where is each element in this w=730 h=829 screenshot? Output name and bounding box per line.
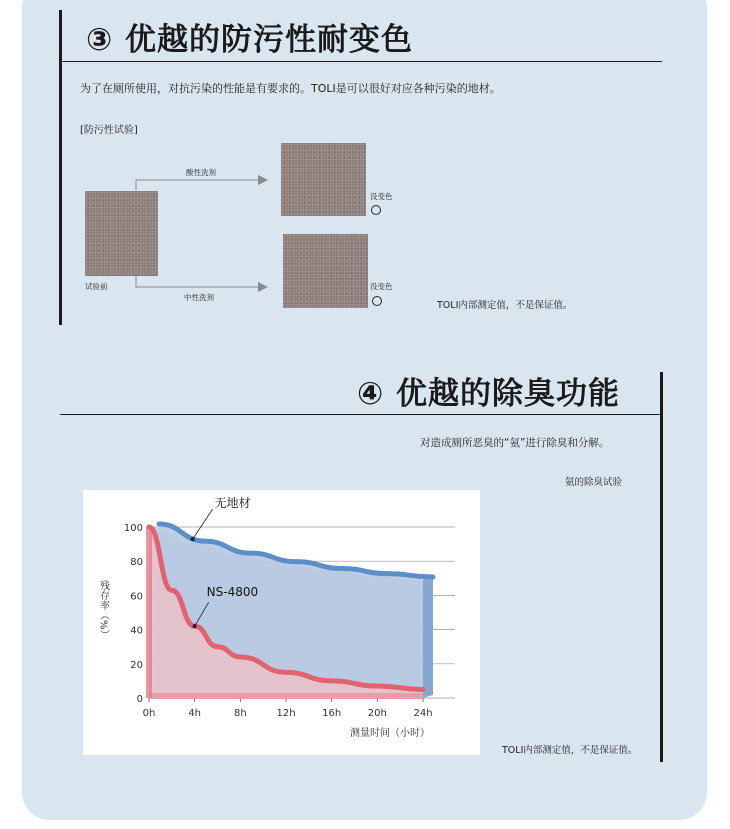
x-tick-label: 4h <box>188 708 202 719</box>
callout-dot <box>191 537 195 541</box>
x-tick-label: 0h <box>142 708 156 719</box>
sample-acid <box>281 143 366 216</box>
y-tick-label: 60 <box>130 591 143 603</box>
y-tick-label: 0 <box>136 694 143 705</box>
ammonia-test-label: 氨的除臭试验 <box>565 477 623 488</box>
chart-panel <box>83 490 480 755</box>
result-top-circle <box>371 205 381 215</box>
y-tick-label: 40 <box>130 625 143 637</box>
section4-right-bar <box>660 372 663 762</box>
section3-note: TOLI内部测定值，不是保证值。 <box>437 300 573 311</box>
x-axis-label: 测量时间（小时） <box>350 728 430 739</box>
ammonia-chart <box>83 490 480 755</box>
result-bottom-label: 没变色 <box>370 282 393 291</box>
legend-label: NS-4800 <box>206 585 259 600</box>
section4-title: ④ 优越的除臭功能 <box>357 376 621 412</box>
result-top-label: 没变色 <box>370 192 393 201</box>
before-label: 试验前 <box>85 282 108 291</box>
acid-label: 酸性洗剂 <box>186 168 216 177</box>
callout-line <box>193 509 213 539</box>
section3-left-bar <box>59 10 62 325</box>
section4-divider <box>60 414 660 415</box>
section3-title: ③ 优越的防污性耐变色 <box>86 22 414 58</box>
y-axis-label: 残存率（%） <box>97 580 109 640</box>
y-tick-label: 20 <box>130 659 143 671</box>
x-tick-label: 12h <box>276 708 296 719</box>
result-bottom-circle <box>372 296 382 306</box>
sample-neutral <box>283 234 368 308</box>
y-tick-label: 100 <box>123 523 143 534</box>
stain-test-label: [防污性试验] <box>80 125 138 136</box>
x-tick-label: 8h <box>233 708 247 719</box>
callout-dot <box>193 624 197 628</box>
section4-description: 对造成厕所恶臭的“氨”进行除臭和分解。 <box>420 437 610 449</box>
series-area-side <box>423 577 433 698</box>
series-baseline <box>149 693 423 699</box>
legend-label: 无地材 <box>214 496 251 510</box>
neutral-label: 中性洗剂 <box>184 293 214 302</box>
x-tick-label: 20h <box>367 708 387 719</box>
x-tick-label: 16h <box>322 708 342 719</box>
test-arrows <box>130 170 275 300</box>
section4-note: TOLI内部测定值，不是保证值。 <box>502 745 638 756</box>
section3-divider <box>59 61 662 62</box>
section3-description: 为了在厕所使用，对抗污染的性能是有要求的。TOLI是可以很好对应各种污染的地材。 <box>80 82 501 95</box>
series-wall <box>146 527 152 698</box>
y-tick-label: 80 <box>130 557 143 569</box>
x-tick-label: 24h <box>413 708 433 719</box>
